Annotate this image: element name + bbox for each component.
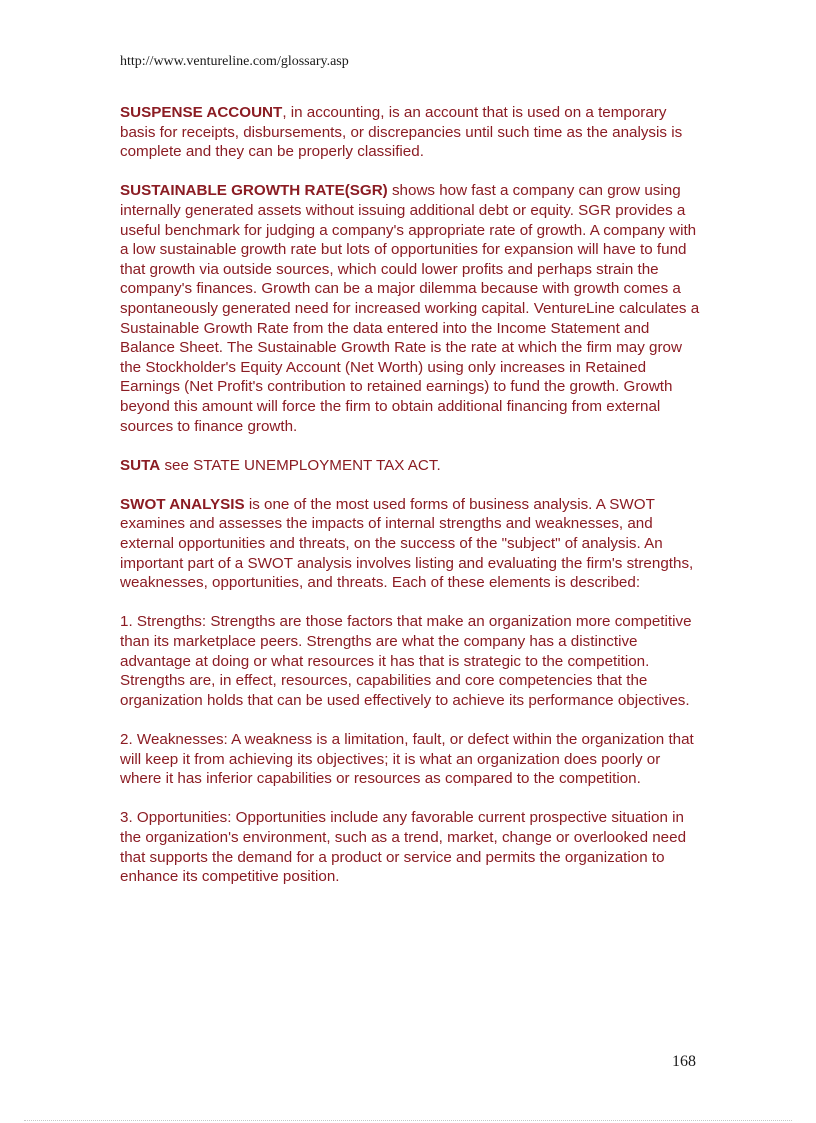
glossary-term: SWOT ANALYSIS <box>120 495 245 513</box>
glossary-entry-suta <box>120 456 700 476</box>
glossary-term: SUTA <box>120 456 161 474</box>
swot-item-opportunities: 3. Opportunities: Opportunities include any favorable current prospective situation in the organization's environment, such as a trend, market, change or overlooked need that supports the demand for a product or service and permits the organization to enhance its competitive position. <box>120 809 687 886</box>
glossary-content <box>120 103 700 906</box>
glossary-entry-swot-analysis <box>120 495 700 593</box>
glossary-entry-sustainable-growth-rate <box>120 181 700 436</box>
page-bottom-divider <box>24 1120 792 1121</box>
glossary-definition: , in accounting, is an account that is used on a temporary basis for receipts, disbursements, or discrepancies until such time as the analysis is complete and they can be properly classified. <box>120 104 683 161</box>
glossary-definition: shows how fast a company can grow using internally generated assets without issuing additional debt or equity. SGR provides a useful benchmark for judging a company's appropriate rate of growth. A company with a low sustainable growth rate but lots of opportunities for expansion will have to fund that growth via outside sources, which could lower profits and perhaps strain the company's finances. Growth can be a major dilemma because with growth comes a spontaneously generated need for increased working capital. VentureLine calculates a Sustainable Growth Rate from the data entered into the Income Statement and Balance Sheet. The Sustainable Growth Rate is the rate at which the firm may grow the Stockholder's Equity Account (Net Worth) using only increases in Retained Earnings (Net Profit's contribution to retained earnings) to fund the growth. Growth beyond this amount will force the firm to obtain additional financing from external sources to finance growth. <box>120 182 700 435</box>
glossary-term: SUSTAINABLE GROWTH RATE(SGR) <box>120 182 388 200</box>
swot-item-weaknesses: 2. Weaknesses: A weakness is a limitation, fault, or defect within the organization that will keep it from achieving its objectives; it is what an organization does poorly or where it has inferior capabilities or resources as compared to the competition. <box>120 731 694 788</box>
source-url: http://www.ventureline.com/glossary.asp <box>120 54 349 69</box>
swot-item-strengths: 1. Strengths: Strengths are those factors that make an organization more competitive than its marketplace peers. Strengths are what the company has a distinctive advantage at doing or what resources it has that is strategic to the competition. Strengths are, in effect, resources, capabilities and core competencies that the organization holds that can be used effectively to achieve its performance objectives. <box>120 613 692 709</box>
glossary-definition: is one of the most used forms of business analysis. A SWOT examines and assesses the impacts of internal strengths and weaknesses, and external opportunities and threats, on the success of the "subject" of analysis. An important part of a SWOT analysis involves listing and evaluating the firm's strengths, weaknesses, opportunities, and threats. Each of these elements is described: <box>120 495 694 592</box>
glossary-definition: see STATE UNEMPLOYMENT TAX ACT. <box>160 456 441 474</box>
glossary-term: SUSPENSE ACCOUNT <box>120 104 283 121</box>
page-number: 168 <box>672 1053 696 1070</box>
glossary-entry-suspense-account <box>120 103 700 162</box>
